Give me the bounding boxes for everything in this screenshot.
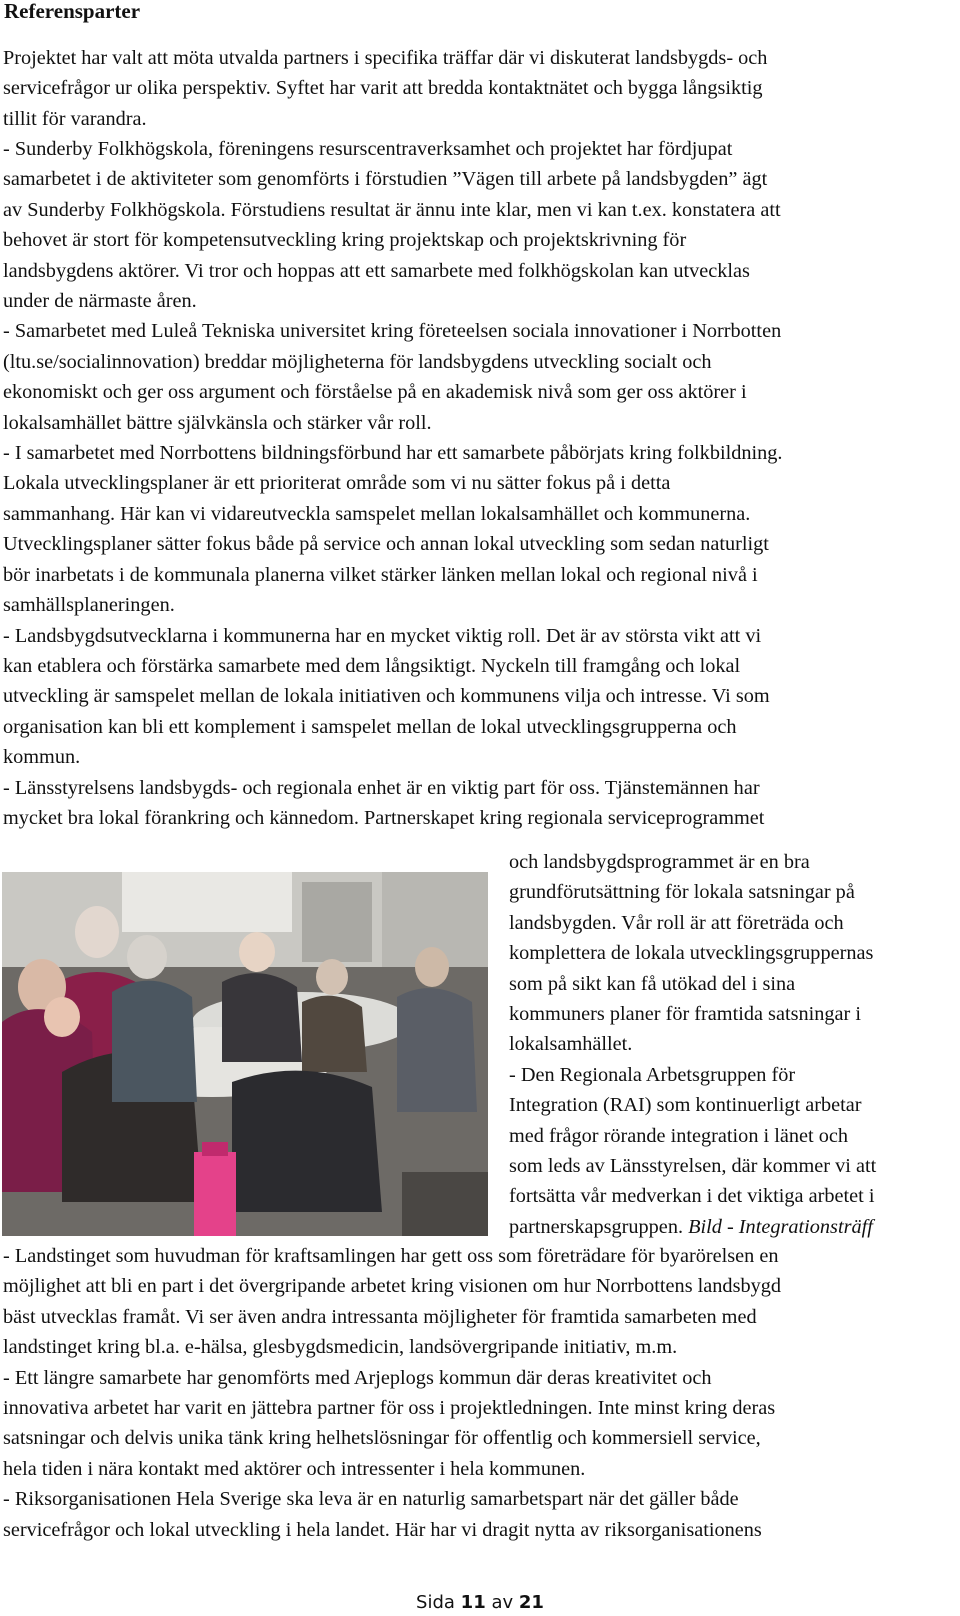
text-line: ekonomiskt och ger oss argument och förståelse på en akademisk nivå som ger oss aktörer i (3, 381, 747, 404)
text-line: Lokala utvecklingsplaner är ett prioriterat område som vi nu sätter fokus på i detta (3, 472, 671, 495)
text-line: - Riksorganisationen Hela Sverige ska leva är en naturlig samarbetspart när det gäller både (3, 1488, 739, 1511)
text-line: behovet är stort för kompetensutveckling kring projektskap och projektskrivning för (3, 229, 687, 252)
text-line: - Samarbetet med Luleå Tekniska universitet kring företeelsen sociala innovationer i Norrbotten (3, 320, 782, 343)
text-line: (ltu.se/socialinnovation) breddar möjligheterna för landsbygdens utveckling socialt och (3, 350, 712, 373)
total-page-count: 21 (518, 1592, 544, 1613)
text-line: under de närmaste åren. (3, 290, 197, 313)
text-line: innovativa arbetet har varit en jättebra partner för oss i projektledningen. Inte minst kring deras (3, 1397, 776, 1420)
page-footer (0, 1591, 960, 1615)
text-line: grundförutsättning för lokala satsningar på (509, 881, 855, 904)
text-line: Integration (RAI) som kontinuerligt arbetar (509, 1094, 862, 1117)
page-separator: av (491, 1592, 514, 1613)
current-page-number: 11 (460, 1592, 486, 1613)
text-line: hela tiden i nära kontakt med aktörer och intressenter i hela kommunen. (3, 1457, 586, 1480)
text-line: med frågor rörande integration i länet och (509, 1124, 849, 1147)
text-line: organisation kan bli ett komplement i samspelet mellan de lokal utvecklingsgrupperna och (3, 715, 737, 738)
section-heading: Referensparter (4, 0, 141, 23)
photo-caption: Bild - Integrationsträff (688, 1215, 873, 1238)
text-line: som leds av Länsstyrelsen, där kommer vi att (509, 1155, 877, 1178)
text-line: - I samarbetet med Norrbottens bildningsförbund har ett samarbete påbörjats kring folkbildning. (3, 442, 783, 465)
text-line: fortsätta vår medverkan i det viktiga arbetet i (509, 1185, 875, 1208)
text-line: bör inarbetats i de kommunala planerna vilket stärker länken mellan lokal och regional nivå i (3, 563, 758, 586)
wrapped-paragraph (509, 847, 959, 1242)
text-line: - Landsbygdsutvecklarna i kommunerna har en mycket viktig roll. Det är av största vikt att vi (3, 624, 762, 647)
text-line: utveckling är samspelet mellan de lokala initiativen och kommunens vilja och intresse. Vi som (3, 685, 770, 708)
text-line: mycket bra lokal förankring och kännedom. Partnerskapet kring regionala serviceprogrammet (3, 806, 765, 829)
text-line: landsbygdens aktörer. Vi tror och hoppas att ett samarbete med folkhögskolan kan utvecklas (3, 259, 750, 282)
text-line: och landsbygdsprogrammet är en bra (509, 851, 810, 873)
remaining-partners-paragraph (3, 1241, 943, 1545)
text-line: landstinget kring bl.a. e-hälsa, glesbygdsmedicin, landsövergripande initiativ, m.m. (3, 1336, 678, 1359)
text-line-end: partnerskapsgruppen. (509, 1215, 684, 1238)
text-line: möjlighet att bli en part i det övergripande arbetet kring visionen om hur Norrbottens landsbygd (3, 1275, 782, 1298)
text-line: - Sunderby Folkhögskola, föreningens resurscentraverksamhet och projektet har fördjupat (3, 138, 733, 160)
text-line: Utvecklingsplaner sätter fokus både på service och annan lokal utveckling som sedan naturligt (3, 533, 769, 556)
text-line: - Länsstyrelsens landsbygds- och regionala enhet är en viktig part för oss. Tjänstemännen har (3, 776, 760, 799)
text-line: - Landstinget som huvudman för kraftsamlingen har gett oss som företrädare för byarörelsen en (3, 1245, 779, 1267)
text-line: bäst utvecklas framåt. Vi ser även andra intressanta möjligheter för framtida samarbeten med (3, 1305, 757, 1328)
meeting-photo-graphic (2, 872, 488, 1236)
text-line: servicefrågor och lokal utveckling i hela landet. Här har vi dragit nytta av riksorganisationens (3, 1518, 762, 1541)
text-line: samhällsplaneringen. (3, 594, 175, 617)
meeting-photo (2, 872, 488, 1236)
text-line: sammanhang. Här kan vi vidareutveckla samspelet mellan lokalsamhället och kommunerna. (3, 502, 751, 525)
intro-paragraph (3, 43, 943, 134)
text-line: tillit för varandra. (3, 107, 147, 130)
text-line: av Sunderby Folkhögskola. Förstudiens resultat är ännu inte klar, men vi kan t.ex. konstatera att (3, 198, 781, 221)
text-line: - Ett längre samarbete har genomförts med Arjeplogs kommun där deras kreativitet och (3, 1366, 712, 1389)
text-line: komplettera de lokala utvecklingsgruppernas (509, 942, 874, 965)
text-line: servicefrågor ur olika perspektiv. Syftet har varit att bredda kontaktnätet och bygga långsiktig (3, 77, 763, 100)
text-line: Projektet har valt att möta utvalda partners i specifika träffar där vi diskuterat landsbygds- och (3, 47, 768, 69)
text-line: - Den Regionala Arbetsgruppen för (509, 1063, 796, 1086)
text-line: som på sikt kan få utökad del i sina (509, 972, 796, 995)
text-line (509, 1212, 959, 1242)
text-line: kommuners planer för framtida satsningar i (509, 1003, 862, 1026)
page-label: Sida (416, 1592, 455, 1613)
partners-paragraph (3, 134, 943, 833)
text-line: lokalsamhället. (509, 1033, 633, 1056)
text-line: landsbygden. Vår roll är att företräda och (509, 911, 844, 934)
text-line: kommun. (3, 746, 81, 769)
text-line: satsningar och delvis unika tänk kring helhetslösningar för offentlig och kommersiell service, (3, 1427, 761, 1450)
text-line: kan etablera och förstärka samarbete med dem långsiktigt. Nyckeln till framgång och lokal (3, 654, 741, 677)
text-line: lokalsamhället bättre självkänsla och stärker vår roll. (3, 411, 432, 434)
text-line: samarbetet i de aktiviteter som genomförts i förstudien ”Vägen till arbete på landsbygden” ägt (3, 168, 768, 191)
